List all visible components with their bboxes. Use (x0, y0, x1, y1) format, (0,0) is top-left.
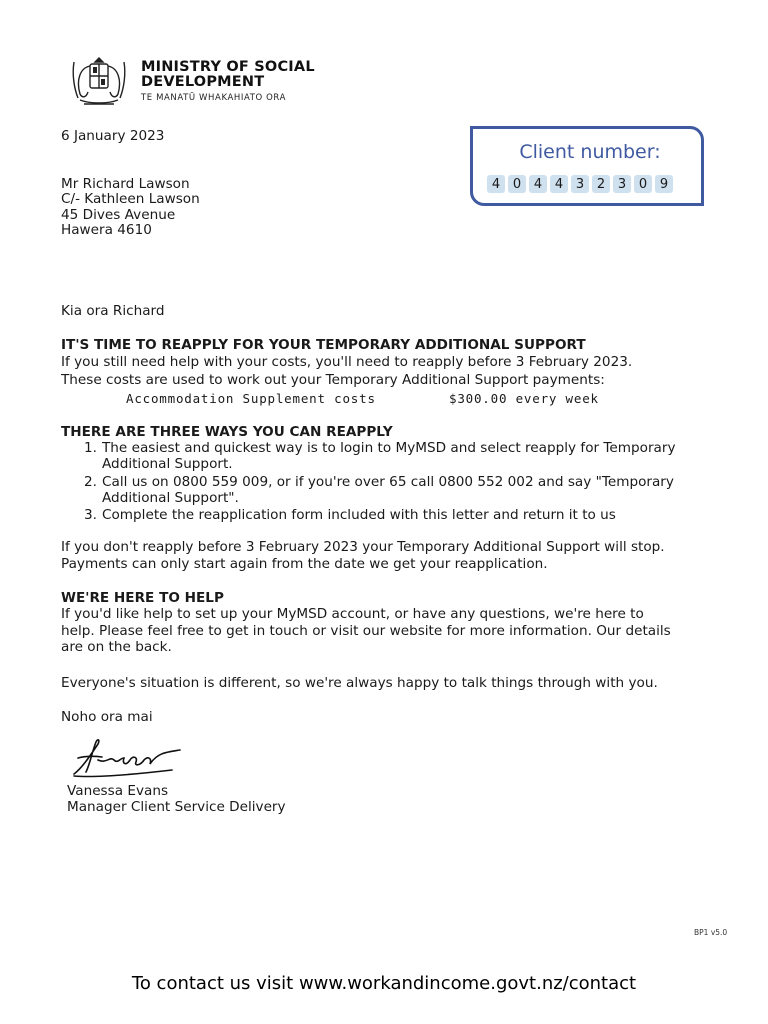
client-digit: 0 (508, 175, 526, 193)
address-line: 45 Dives Avenue (61, 206, 176, 223)
client-digit: 4 (529, 175, 547, 193)
list-item: 3. Complete the reapplication form included with this letter and return it to us (84, 507, 616, 524)
letter-date: 6 January 2023 (61, 128, 165, 144)
org-name: MINISTRY OF SOCIAL DEVELOPMENT (141, 59, 315, 90)
body-text: If you'd like help to set up your MyMSD account, or have any questions, we're here to (61, 606, 644, 622)
client-digit: 3 (613, 175, 631, 193)
section-heading-help: WE'RE HERE TO HELP (61, 590, 224, 606)
ways-list (84, 440, 742, 523)
client-number-digits (487, 175, 673, 193)
body-text: Everyone's situation is different, so we're always happy to talk things through with you. (61, 675, 658, 691)
client-digit: 2 (592, 175, 610, 193)
section-heading-ways: THERE ARE THREE WAYS YOU CAN REAPPLY (61, 424, 393, 440)
body-text: If you don't reapply before 3 February 2023 your Temporary Additional Support will stop. (61, 539, 665, 555)
recipient-address (61, 176, 200, 238)
client-number-label: Client number: (519, 141, 661, 163)
client-digit: 9 (655, 175, 673, 193)
document-version: BP1 v5.0 (694, 928, 728, 937)
greeting: Kia ora Richard (61, 303, 165, 319)
org-name-maori: TE MANATŪ WHAKAHIATO ORA (141, 93, 286, 103)
signature (68, 734, 186, 780)
address-line: Mr Richard Lawson (61, 176, 190, 192)
client-digit: 3 (571, 175, 589, 193)
section-heading-reapply: IT'S TIME TO REAPPLY FOR YOUR TEMPORARY ADDITIONAL SUPPORT (61, 337, 586, 353)
cost-value: $300.00 every week (449, 391, 599, 406)
signoff: Noho ora mai (61, 709, 153, 725)
address-line: C/- Kathleen Lawson (61, 191, 200, 208)
client-digit: 0 (634, 175, 652, 193)
address-line: Hawera 4610 (61, 221, 152, 238)
body-text: Payments can only start again from the date we get your reapplication. (61, 556, 548, 572)
footer-contact: To contact us visit www.workandincome.govt.nz/contact (131, 973, 637, 994)
body-text: These costs are used to work out your Temporary Additional Support payments: (61, 372, 605, 388)
list-item: 1. The easiest and quickest way is to login to MyMSD and select reapply for Temporary Additional Support. (84, 440, 676, 473)
signatory-title: Manager Client Service Delivery (67, 799, 286, 815)
client-digit: 4 (487, 175, 505, 193)
body-text: If you still need help with your costs, you'll need to reapply before 3 February 2023. (61, 354, 633, 370)
list-item: 2. Call us on 0800 559 009, or if you're over 65 call 0800 552 002 and say "Temporary Additional Support". (84, 473, 674, 506)
cost-label: Accommodation Supplement costs (126, 391, 376, 406)
nz-coat-of-arms-icon (66, 54, 132, 108)
client-digit: 4 (550, 175, 568, 193)
body-text: are on the back. (61, 639, 172, 655)
body-text: help. Please feel free to get in touch or visit our website for more information. Our details (61, 623, 671, 639)
signatory-name: Vanessa Evans (67, 783, 169, 799)
client-number-box (470, 126, 704, 206)
